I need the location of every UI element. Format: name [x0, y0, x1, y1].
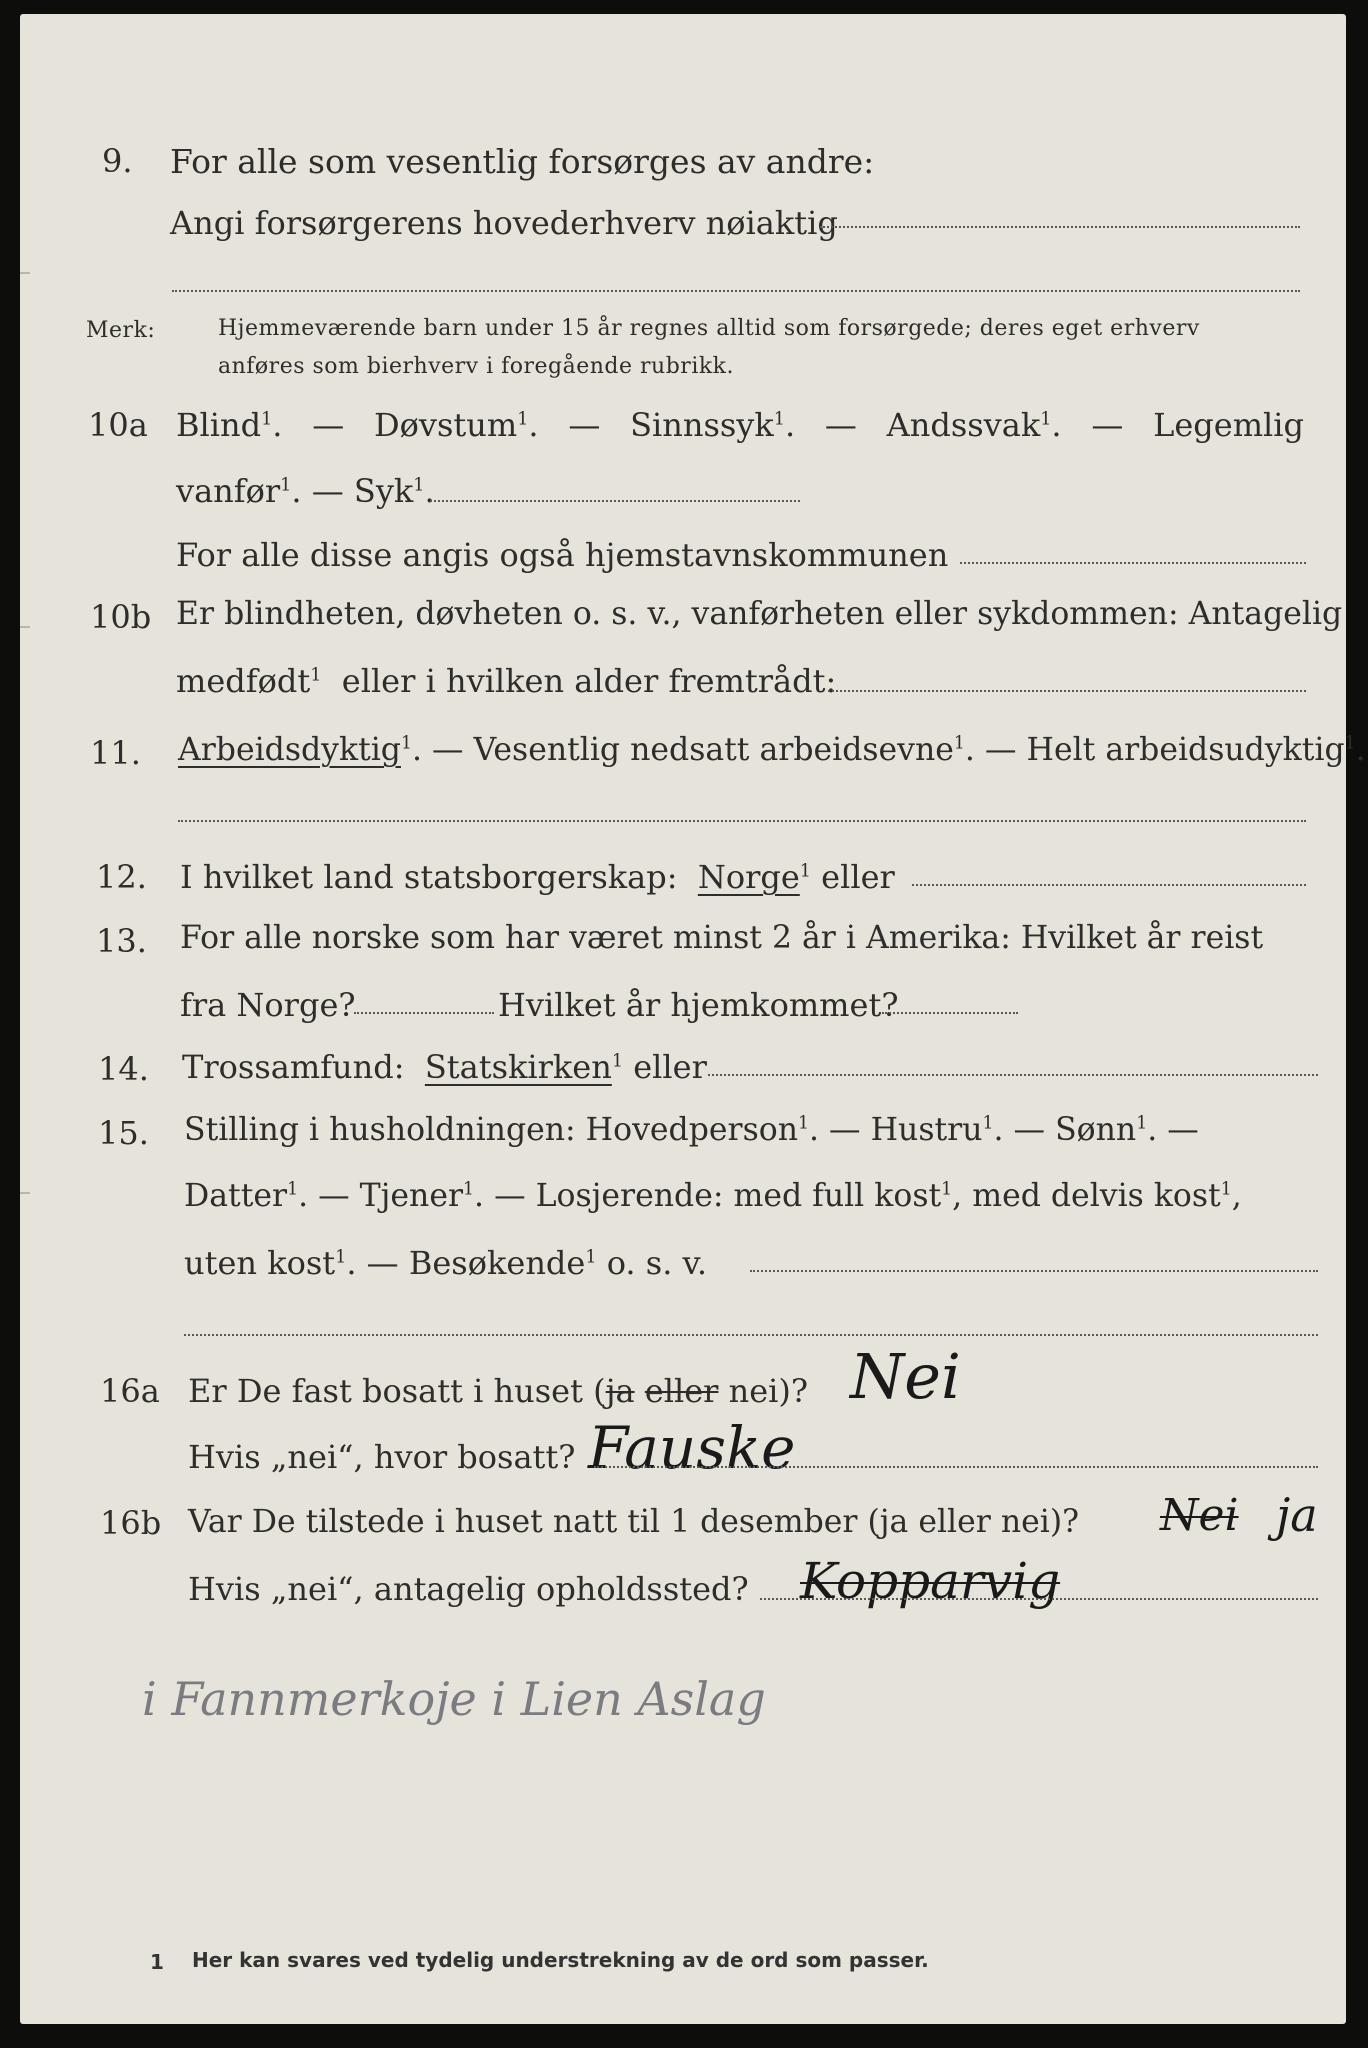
- margin-mark: [20, 1192, 30, 1194]
- q10a-kommune-line: [960, 562, 1306, 564]
- q15-number: 15.: [98, 1114, 149, 1152]
- q10a-line1: Blind$^1$. — Døvstum$^1$. — Sinnssyk$^1$. — Andssvak$^1$. — Legemlig: [176, 406, 1304, 444]
- q14-number: 14.: [98, 1050, 149, 1088]
- opt-andssvak: Andssvak: [886, 406, 1041, 444]
- q12-eller: eller: [821, 858, 895, 896]
- q16b-answer-struck-2: Kopparvig: [800, 1552, 1061, 1610]
- census-form-page: [20, 14, 1366, 2024]
- opt-legemlig: Legemlig: [1153, 406, 1304, 444]
- q13-fra: fra Norge?: [180, 986, 356, 1024]
- q15-answer-line: [750, 1270, 1318, 1272]
- opt-statskirken: Statskirken: [424, 1048, 612, 1086]
- opt-sinnssyk: Sinnssyk: [630, 406, 774, 444]
- q11-number: 11.: [90, 734, 141, 772]
- q13-hjem-line: [882, 1012, 1018, 1014]
- q16a-number: 16a: [100, 1372, 160, 1410]
- q14-label: Trossamfund:: [182, 1048, 405, 1086]
- q16a-answer-line: [594, 1466, 1318, 1468]
- margin-mark: [20, 626, 30, 628]
- q12-line: I hvilket land statsborgerskap: Norge$^1$ eller: [180, 858, 895, 896]
- q15-answer-line-2: [184, 1334, 1318, 1336]
- q11-answer-line: [178, 820, 1306, 822]
- q13-hjem: Hvilket år hjemkommet?: [498, 986, 899, 1024]
- q14-line: Trossamfund: Statskirken$^1$ eller: [182, 1048, 707, 1086]
- merk-line2: anføres som bierhverv i foregående rubrikk.: [218, 354, 735, 379]
- q13-number: 13.: [96, 922, 147, 960]
- margin-mark: [20, 272, 30, 274]
- q11-line: Arbeidsdyktig$^1$. — Vesentlig nedsatt arbeidsevne$^1$. — Helt arbeidsudyktig$^1$.: [178, 732, 1366, 768]
- q10a-line2: vanfør$^1$. — Syk$^1$.: [176, 472, 435, 510]
- opt-dovstum: Døvstum: [373, 406, 518, 444]
- q9-line1: For alle som vesentlig forsørges av andre:: [170, 142, 875, 181]
- merk-label: Merk:: [86, 318, 156, 343]
- q15-line3: uten kost$^1$. — Besøkende$^1$ o. s. v.: [184, 1244, 707, 1282]
- merk-line1: Hjemmeværende barn under 15 år regnes alltid som forsørgede; deres eget erhverv: [218, 316, 1200, 341]
- footnote-mark: 1: [150, 1950, 164, 1974]
- q10a-answer-line: [430, 500, 800, 502]
- opt-nedsatt: Vesentlig nedsatt arbeidsevne: [473, 732, 954, 768]
- q16a-nei: nei)?: [728, 1372, 809, 1410]
- q10b-answer-line: [828, 690, 1306, 692]
- pencil-note: i Fannmerkoje i Lien Aslag: [142, 1672, 766, 1726]
- q16a-line2: Hvis „nei“, hvor bosatt?: [188, 1438, 576, 1476]
- q16b-answer-line: [760, 1598, 1318, 1600]
- q9-answer-line: [820, 226, 1300, 228]
- opt-udyktig: Helt arbeidsudyktig: [1026, 732, 1345, 768]
- q12-text: I hvilket land statsborgerskap:: [180, 858, 678, 896]
- q15-line1a: Stilling i husholdningen: Hovedperson: [184, 1112, 799, 1148]
- q14-answer-line: [708, 1074, 1318, 1076]
- q10b-number: 10b: [90, 598, 152, 636]
- q16a-ja: ja: [605, 1372, 635, 1410]
- q9-line2: Angi forsørgerens hovederhverv nøiaktig: [170, 204, 838, 242]
- q16a-line1: [188, 1372, 808, 1410]
- q16b-answer-ja: ja: [1276, 1488, 1318, 1542]
- q16b-line1: Var De tilstede i huset natt til 1 desember (ja eller nei)?: [188, 1504, 1080, 1540]
- q10b-line2-rest: eller i hvilken alder fremtrådt:: [341, 662, 837, 700]
- q13-line1: For alle norske som har været minst 2 år i Amerika: Hvilket år reist: [180, 920, 1264, 956]
- q13-reist-line: [354, 1012, 494, 1014]
- q10b-line1: Er blindheten, døvheten o. s. v., vanførheten eller sykdommen: Antagelig: [176, 596, 1343, 632]
- q15-line2: Datter$^1$. — Tjener$^1$. — Losjerende: med full kost$^1$, med delvis kost$^1$,: [184, 1178, 1242, 1214]
- q12-answer-line: [912, 884, 1306, 886]
- opt-losjerende: Losjerende: med full kost: [535, 1178, 942, 1214]
- q10a-number: 10a: [88, 406, 148, 444]
- opt-blind: Blind: [176, 406, 262, 444]
- opt-tjener: Tjener: [359, 1178, 464, 1214]
- opt-hustru: Hustru: [870, 1112, 983, 1148]
- opt-vanfor: vanfør: [176, 472, 281, 510]
- opt-arbeidsdyktig: Arbeidsdyktig: [178, 732, 401, 768]
- opt-datter: Datter: [184, 1178, 288, 1214]
- q16a-eller: eller: [644, 1372, 719, 1410]
- opt-sonn: Sønn: [1055, 1112, 1137, 1148]
- q9-number: 9.: [102, 142, 133, 180]
- footnote-text: Her kan svares ved tydelig understrekning av de ord som passer.: [192, 1948, 929, 1972]
- opt-norge: Norge: [697, 858, 800, 896]
- q9-answer-line-2: [172, 290, 1300, 292]
- opt-delvis: med delvis kost: [972, 1178, 1221, 1214]
- q15-line1: Stilling i husholdningen: Hovedperson$^1$. — Hustru$^1$. — Sønn$^1$. —: [184, 1112, 1199, 1148]
- opt-medfodt: medfødt: [176, 662, 311, 700]
- q16a-answer-fauske: Fauske: [588, 1414, 796, 1482]
- q16b-number: 16b: [100, 1504, 162, 1542]
- opt-uten-kost: uten kost: [184, 1244, 336, 1282]
- q16b-line2: Hvis „nei“, antagelig opholdssted?: [188, 1570, 749, 1608]
- opt-syk: Syk: [353, 472, 414, 510]
- q14-eller: eller: [633, 1048, 707, 1086]
- q16a-answer-nei: Nei: [850, 1340, 961, 1413]
- q12-number: 12.: [96, 858, 147, 896]
- q10a-line3: For alle disse angis også hjemstavnskommunen: [176, 536, 949, 574]
- q10b-line2: medfødt$^1$ eller i hvilken alder fremtrådt:: [176, 662, 837, 700]
- q15-osv: o. s. v.: [606, 1244, 707, 1282]
- q16a-line1a: Er De fast bosatt i huset (: [188, 1372, 606, 1410]
- opt-besokende: Besøkende: [408, 1244, 586, 1282]
- q16b-answer-struck: Nei: [1160, 1490, 1239, 1541]
